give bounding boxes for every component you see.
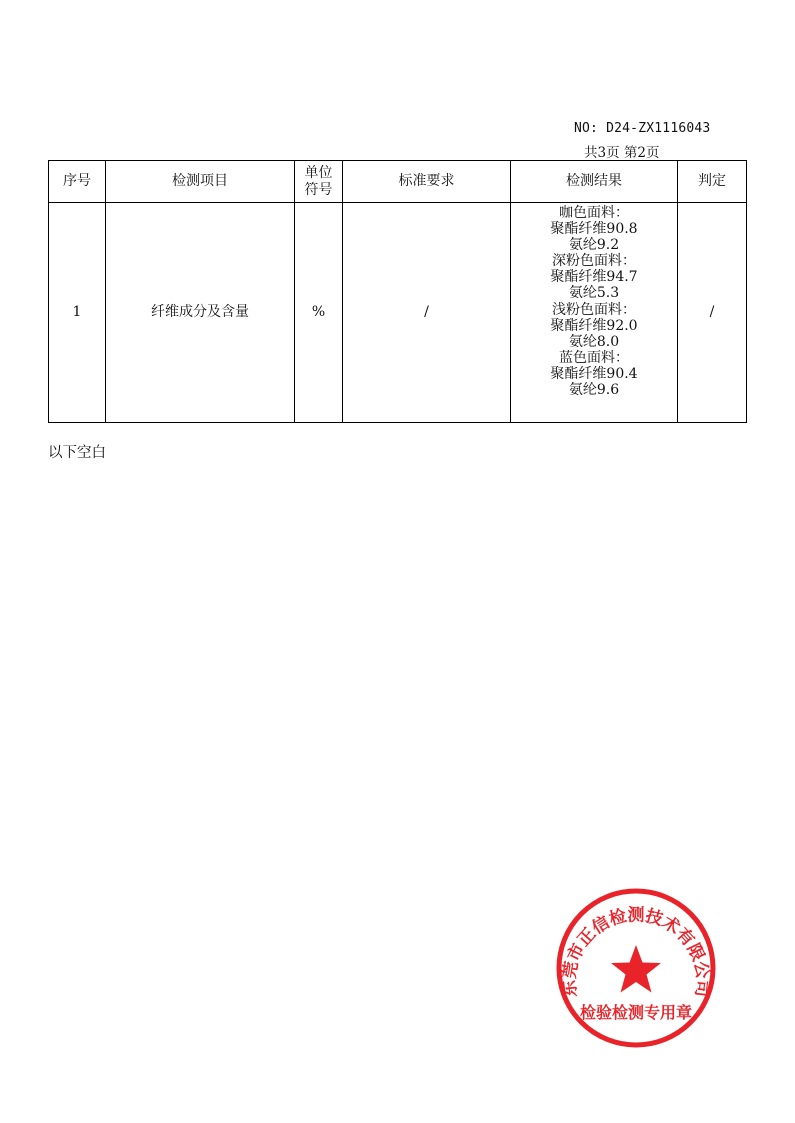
header-test-item: 检测项目	[106, 161, 295, 203]
header-judgement: 判定	[678, 161, 747, 203]
cell-index: 1	[49, 203, 106, 423]
result-line: 氨纶9.2	[568, 237, 620, 254]
header-index: 序号	[49, 161, 106, 203]
cell-unit: %	[295, 203, 343, 423]
blank-remark: 以下空白	[48, 445, 106, 461]
result-line: 聚酯纤维92.0	[550, 317, 638, 334]
result-line: 蓝色面料：	[559, 349, 629, 366]
official-seal-stamp	[555, 887, 717, 1049]
header-unit-line2: 符号	[304, 181, 333, 198]
seal-star-icon	[611, 945, 661, 993]
table-row	[49, 203, 747, 423]
header-standard: 标准要求	[343, 161, 511, 203]
seal-org-name: 东莞市正信检测技术有限公司	[559, 905, 713, 999]
header-result: 检测结果	[511, 161, 678, 203]
cell-test-item: 纤维成分及含量	[106, 203, 295, 423]
result-line: 氨纶9.6	[568, 382, 620, 399]
test-results-table	[48, 160, 747, 423]
seal-purpose: 检验检测专用章	[579, 1003, 693, 1022]
table-header-row	[49, 161, 747, 203]
result-line: 聚酯纤维94.7	[550, 269, 638, 286]
report-number: NO: D24-ZX1116043	[574, 121, 711, 136]
result-line: 聚酯纤维90.4	[550, 365, 638, 382]
result-line: 深粉色面料：	[552, 253, 636, 270]
cell-result	[511, 203, 678, 423]
header-unit-line1: 单位	[304, 165, 333, 182]
result-line: 咖色面料：	[559, 205, 629, 221]
result-line: 氨纶5.3	[568, 285, 620, 302]
cell-judgement: /	[678, 203, 747, 423]
header-unit	[295, 161, 343, 203]
result-line: 氨纶8.0	[568, 333, 620, 350]
page-indicator: 共3页 第2页	[584, 145, 660, 161]
result-line: 浅粉色面料：	[552, 301, 636, 318]
cell-standard: /	[343, 203, 511, 423]
result-line: 聚酯纤维90.8	[550, 221, 638, 238]
